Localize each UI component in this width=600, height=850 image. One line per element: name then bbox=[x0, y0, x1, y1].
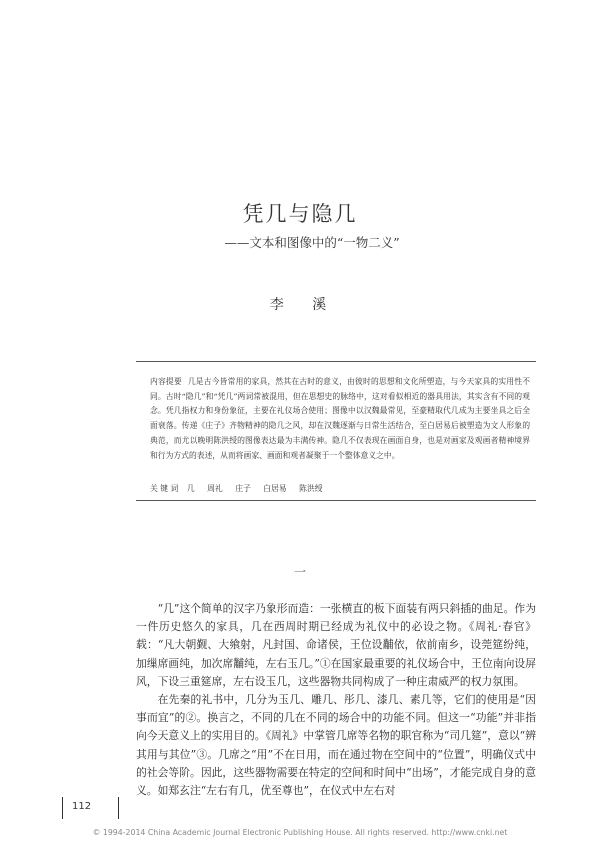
body-paragraph: “几”这个简单的汉字乃象形而造：一张横直的板下面装有两只斜插的曲足。作为一件历史悠久的家具，几在西周时期已经成为礼仪中的必设之物。《周礼·春官》载：“凡大朝觐、大飨射，凡封国、命诸侯，王位设黼依，依前南乡，设莞筵纷纯，加缫席画纯，加次席黼纯，左右玉几。”①在国家最重要的礼仪场合中，王位南向设屏风，下设三重筵席，左右设玉几，这些器物共同构成了一种庄肃威严的权力氛围。 bbox=[136, 602, 536, 688]
keyword-item: 白居易 bbox=[263, 484, 287, 493]
abstract-block bbox=[150, 375, 530, 463]
keyword-item: 几 bbox=[186, 484, 195, 493]
section-number: 一 bbox=[293, 565, 306, 579]
keyword-item: 庄子 bbox=[235, 484, 251, 493]
abstract-top-rule bbox=[136, 361, 536, 362]
copyright-footer: © 1994-2014 China Academic Journal Electronic Publishing House. All rights reserved. http://www.cnki.net bbox=[92, 828, 508, 837]
body-paragraph: 在先秦的礼书中，几分为玉几、雕几、彤几、漆几、素几等，它们的使用是“因事而宜”的②。换言之，不同的几在不同的场合中的功能不同。但这一“功能”并非指向今天意义上的实用目的。《周礼》中掌管几席等名物的职官称为“司几筵”，意以“辨其用与其位”③。几席之“用”不在日用，而在通过物在空间中的“位置”，明确仪式中的社会等阶。因此，这些器物需要在特定的空间和时间中“出场”，才能完成自身的意义。如郑玄注“左右有几，优至尊也”，在仪式中左右对 bbox=[136, 693, 536, 798]
abstract-text: 几是古今皆常用的家具，然其在古时的意义，由彼时的思想和文化所塑造，与今天家具的实用性不同。古时“隐几”和“凭几”两词常被混用，但在思想史的脉络中，这对看似相近的器具用法，其实含有不同的观念。凭几指权力和身份象征，主要在礼仪场合使用；图像中以汉魏最常见，至豪精取代几成为主要坐具之后全面衰落。传递《庄子》齐物精神的隐几之风，却在汉魏逐渐与日常生活结合，至白居易后被塑造为文人形象的典范，而尤以晚明陈洪绶的图像表达最为丰满传神。隐几不仅表现在画面自身，也是对画家及观画者精神境界和行为方式的表述，从而将画家、画面和观者凝聚于一个整体意义之中。 bbox=[150, 377, 530, 460]
page-number-bar-right bbox=[118, 797, 119, 819]
body-text bbox=[136, 600, 536, 800]
page-number: 112 bbox=[72, 801, 92, 812]
keywords-label: 关 键 词 bbox=[150, 484, 179, 493]
keywords-line bbox=[150, 483, 530, 494]
keyword-item: 陈洪绶 bbox=[299, 484, 323, 493]
abstract-label: 内容提要 bbox=[150, 377, 182, 386]
article-subtitle: ——文本和图像中的“一物二义” bbox=[224, 235, 400, 250]
keyword-item: 周礼 bbox=[207, 484, 223, 493]
abstract-bottom-rule bbox=[136, 500, 536, 501]
page-number-bar-left bbox=[62, 797, 63, 819]
article-title: 凭几与隐几 bbox=[242, 202, 358, 226]
article-author: 李 溪 bbox=[269, 297, 339, 313]
